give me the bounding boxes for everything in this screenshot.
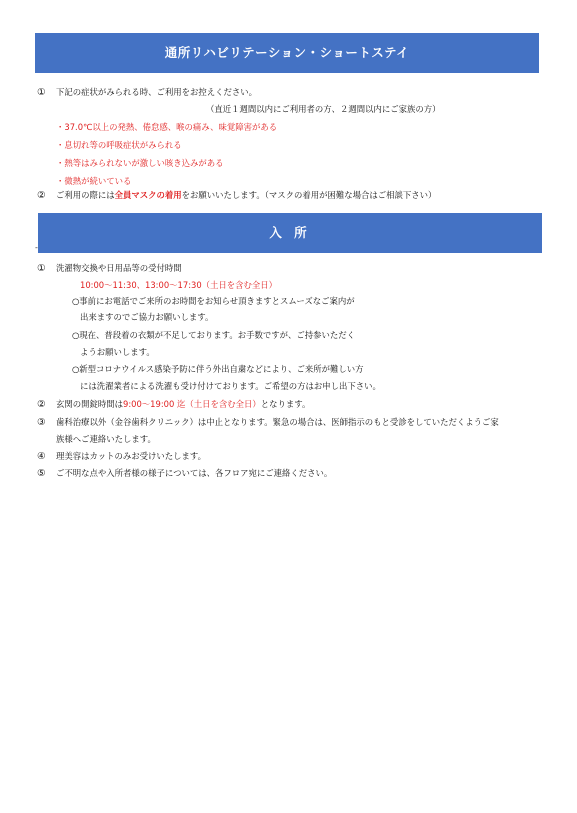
bullet-line: 出来ますのでご協力お願いします。	[80, 312, 214, 322]
door-hours-post: となります。	[260, 399, 311, 409]
bullet-line: には洗濯業者による洗濯も受け付けております。ご希望の方はお申し出下さい。	[80, 381, 381, 391]
haircut-notice: 理美容はカットのみお受けいたします。	[56, 451, 206, 461]
item-number: ③	[37, 417, 46, 428]
item-note: （直近１週間以内にご利用者の方、２週間以内にご家族の方）	[206, 104, 441, 114]
mask-notice-post: をお願いいたします。（マスクの着用が困難な場合はご相談下さい）	[181, 190, 437, 200]
reception-hours: 10:00～11:30、13:00～17:30（土日を含む全日）	[80, 280, 278, 290]
item-number: ①	[37, 87, 46, 98]
bullet-line: ○事前にお電話でご来所のお時間をお知らせ頂きますとスムーズなご案内が	[72, 296, 355, 306]
bullet-line: ○新型コロナウイルス感染予防に伴う外出自粛などにより、ご来所が難しい方	[72, 364, 364, 374]
mask-notice-highlight: 全員マスクの着用	[114, 190, 182, 200]
symptom-item: ・37.0℃以上の発熱、倦怠感、喉の痛み、味覚障害がある	[56, 122, 278, 132]
symptom-item: ・微熱が続いている	[56, 176, 132, 186]
item-number: ⑤	[37, 468, 46, 479]
divider-mark: -	[35, 243, 38, 252]
door-hours-highlight: 9:00～19:00 迄（土日を含む全日）	[123, 399, 261, 409]
item-text: 洗濯物交換や日用品等の受付時間	[56, 263, 182, 273]
symptom-item: ・息切れ等の呼吸症状がみられる	[56, 140, 182, 150]
mask-notice-pre: ご利用の際には	[56, 190, 115, 200]
dental-notice-line1: 歯科治療以外（金谷歯科クリニック）は中止となります。緊急の場合は、医師指示のもと受診をしていただくようご家	[56, 417, 499, 427]
symptom-item: ・熱等はみられないが激しい咳き込みがある	[56, 158, 224, 168]
section-title-admission: 入 所	[38, 213, 542, 253]
item-number: ②	[37, 190, 46, 201]
item-text: 下記の症状がみられる時、ご利用をお控えください。	[56, 87, 257, 97]
item-number: ②	[37, 399, 46, 410]
door-hours-pre: 玄関の開錠時間は	[56, 399, 123, 409]
mask-notice	[56, 190, 436, 201]
item-number: ①	[37, 263, 46, 274]
bullet-line: ようお願いします。	[80, 347, 155, 357]
contact-notice: ご不明な点や入所者様の様子については、各フロア宛にご連絡ください。	[56, 468, 333, 478]
door-hours-notice	[56, 399, 310, 410]
dental-notice-line2: 族様へご連絡いたします。	[56, 434, 156, 444]
bullet-line: ○現在、普段着の衣類が不足しております。お手数ですが、ご持参いただく	[72, 330, 356, 340]
item-number: ④	[37, 451, 46, 462]
section-title-daycare: 通所リハビリテーション・ショートステイ	[35, 33, 539, 73]
